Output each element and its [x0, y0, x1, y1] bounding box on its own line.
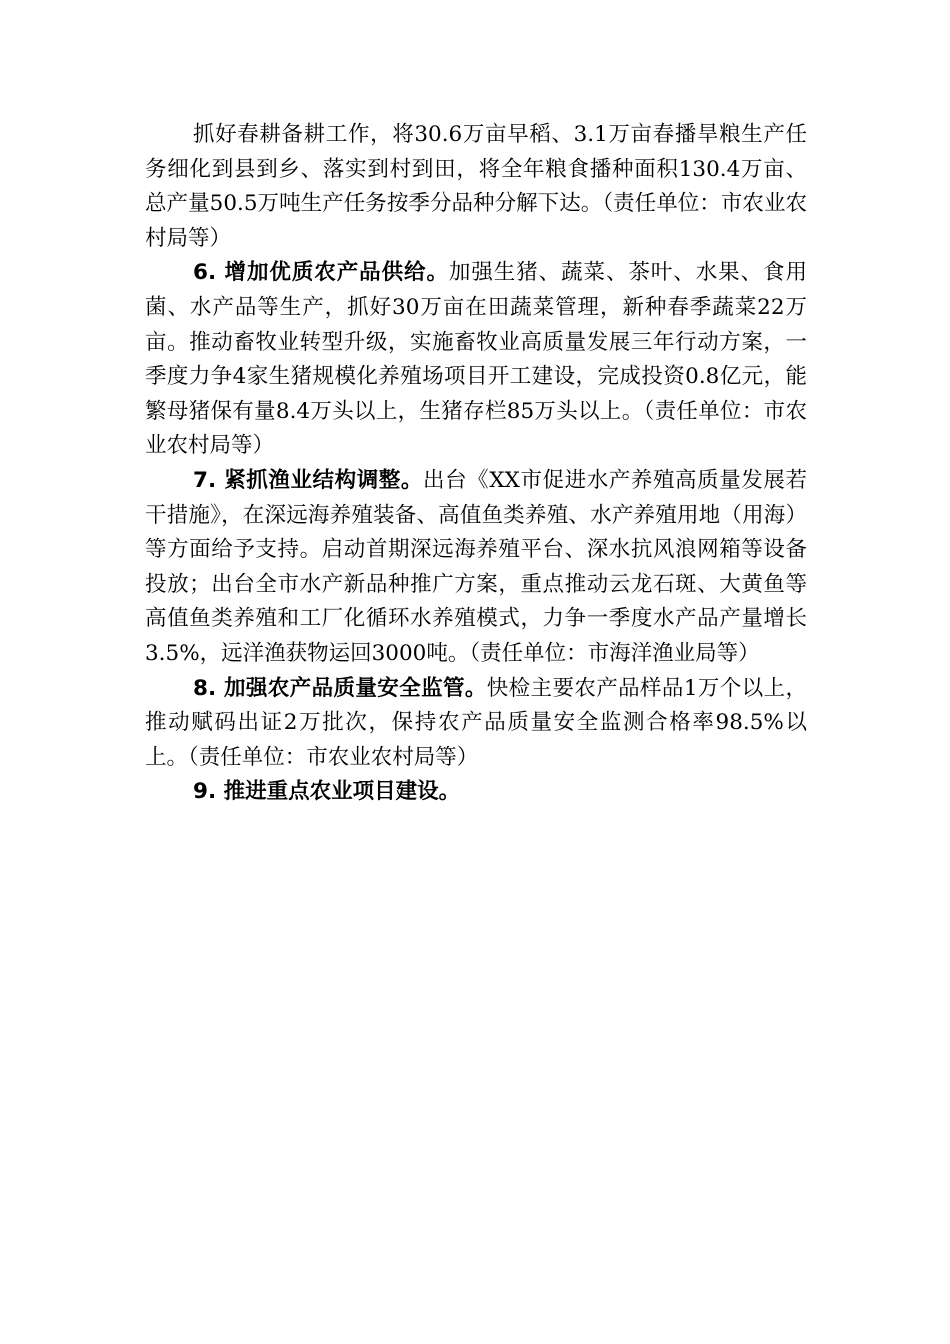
paragraph-body: 快检主要农产品样品1万个以上，推动赋码出证2万批次，保持农产品质量安全监测合格率98.5%以上。（责任单位：市农业农村局等）	[145, 675, 807, 770]
paragraph-item-9	[145, 775, 807, 810]
paragraph-heading: 9. 推进重点农业项目建设。	[193, 779, 461, 805]
paragraph-body: 抓好春耕备耕工作，将30.6万亩早稻、3.1万亩春播旱粮生产任务细化到县到乡、落实到村到田，将全年粮食播种面积130.4万亩、总产量50.5万吨生产任务按季分品种分解下达。（责任单位：市农业农村局等）	[145, 122, 807, 251]
paragraph-body: 出台《XX市促进水产养殖高质量发展若干措施》，在深远海养殖装备、高值鱼类养殖、水产养殖用地（用海）等方面给予支持。启动首期深远海养殖平台、深水抗风浪网箱等设备投放；出台全市水产新品种推广方案，重点推动云龙石斑、大黄鱼等高值鱼类养殖和工厂化循环水养殖模式，力争一季度水产品产量增长3.5%，远洋渔获物运回3000吨。（责任单位：市海洋渔业局等）	[145, 467, 807, 666]
document-page	[145, 118, 807, 810]
paragraph-body: 加强生猪、蔬菜、茶叶、水果、食用菌、水产品等生产，抓好30万亩在田蔬菜管理，新种春季蔬菜22万亩。推动畜牧业转型升级，实施畜牧业高质量发展三年行动方案，一季度力争4家生猪规模化养殖场项目开工建设，完成投资0.8亿元，能繁母猪保有量8.4万头以上，生猪存栏85万头以上。（责任单位：市农业农村局等）	[145, 260, 807, 459]
paragraph-heading: 6. 增加优质农产品供给。	[193, 260, 449, 286]
paragraph-item-7	[145, 464, 807, 672]
paragraph-heading: 7. 紧抓渔业结构调整。	[193, 467, 423, 493]
paragraph-heading: 8. 加强农产品质量安全监管。	[193, 675, 487, 701]
paragraph-item-6	[145, 256, 807, 464]
paragraph-spring-plowing	[145, 118, 807, 256]
paragraph-item-8	[145, 672, 807, 776]
